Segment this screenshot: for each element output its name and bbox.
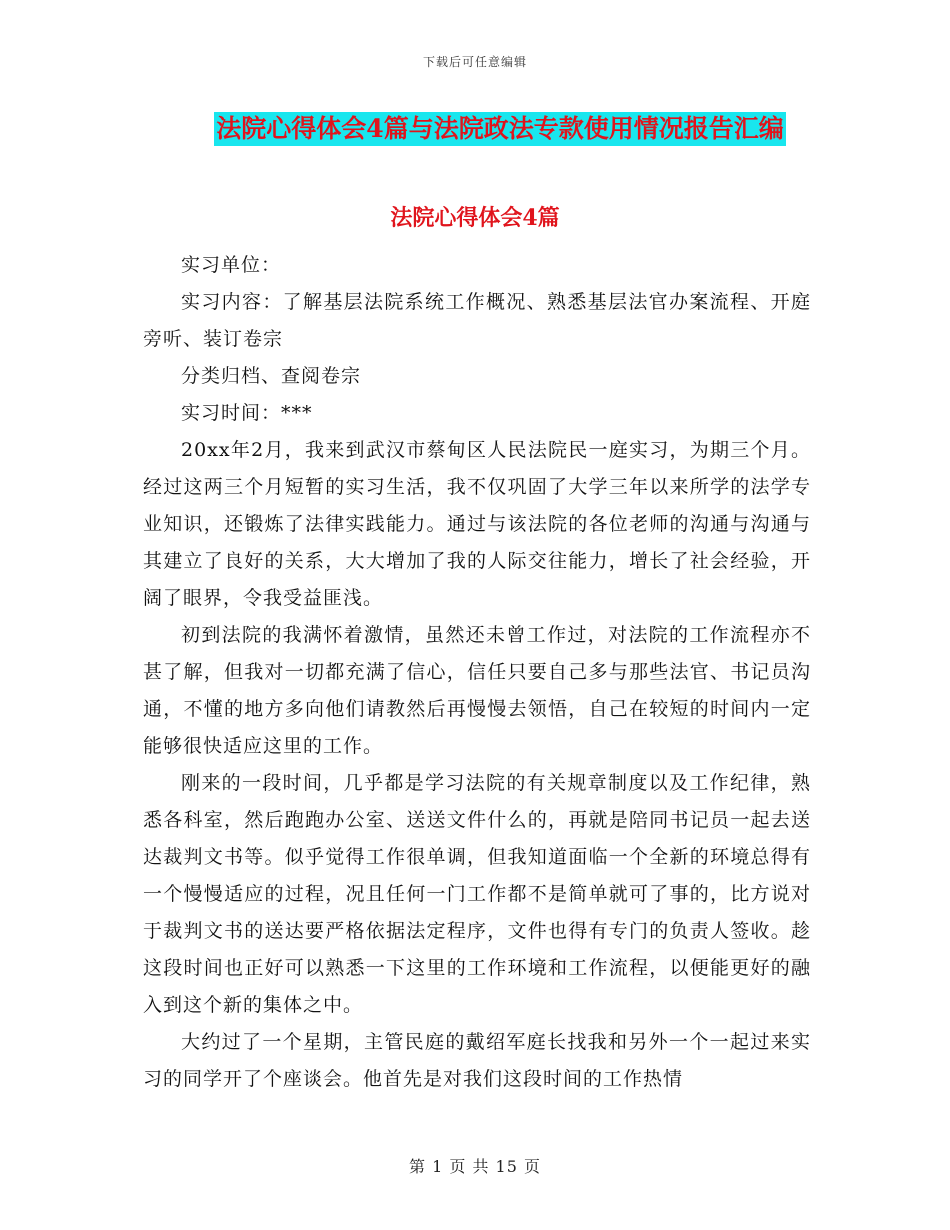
document-body xyxy=(143,247,811,1098)
paragraph-intro: 20xx年2月，我来到武汉市蔡甸区人民法院民一庭实习，为期三个月。经过这两三个月短暂的实习生活，我不仅巩固了大学三年以来所学的法学专业知识，还锻炼了法律实践能力。通过与该法院的各位老师的沟通与沟通与其建立了良好的关系，大大增加了我的人际交往能力，增长了社会经验，开阔了眼界，令我受益匪浅。 xyxy=(143,439,811,609)
paragraph-meeting: 大约过了一个星期，主管民庭的戴绍军庭长找我和另外一个一起过来实习的同学开了个座谈会。他首先是对我们这段时间的工作热情 xyxy=(143,1031,811,1090)
paragraph-time: 实习时间：*** xyxy=(181,402,313,424)
paragraph-archive: 分类归档、查阅卷宗 xyxy=(181,365,362,387)
paragraph-early-work: 刚来的一段时间，几乎都是学习法院的有关规章制度以及工作纪律，熟悉各科室，然后跑跑办公室、送送文件什么的，再就是陪同书记员一起去送达裁判文书等。似乎觉得工作很单调，但我知道面临一个全新的环境总得有一个慢慢适应的过程，况且任何一门工作都不是简单就可了事的，比方说对于裁判文书的送达要严格依据法定程序，文件也得有专门的负责人签收。趁这段时间也正好可以熟悉一下这里的工作环境和工作流程，以便能更好的融入到这个新的集体之中。 xyxy=(143,772,811,1016)
paragraph-arrival: 初到法院的我满怀着激情，虽然还未曾工作过，对法院的工作流程亦不甚了解，但我对一切都充满了信心，信任只要自己多与那些法官、书记员沟通，不懂的地方多向他们请教然后再慢慢去领悟，自己在较短的时间内一定能够很快适应这里的工作。 xyxy=(143,624,811,757)
section-title: 法院心得体会4篇 xyxy=(390,205,560,231)
paragraph-content: 实习内容：了解基层法院系统工作概况、熟悉基层法官办案流程、开庭旁听、装订卷宗 xyxy=(143,291,811,350)
header-note: 下载后可任意编辑 xyxy=(422,55,527,69)
paragraph-unit: 实习单位： xyxy=(181,254,282,276)
main-title-container xyxy=(0,112,950,146)
main-title: 法院心得体会4篇与法院政法专款使用情况报告汇编 xyxy=(214,112,785,146)
page-footer: 第 1 页 共 15 页 xyxy=(409,1157,541,1176)
